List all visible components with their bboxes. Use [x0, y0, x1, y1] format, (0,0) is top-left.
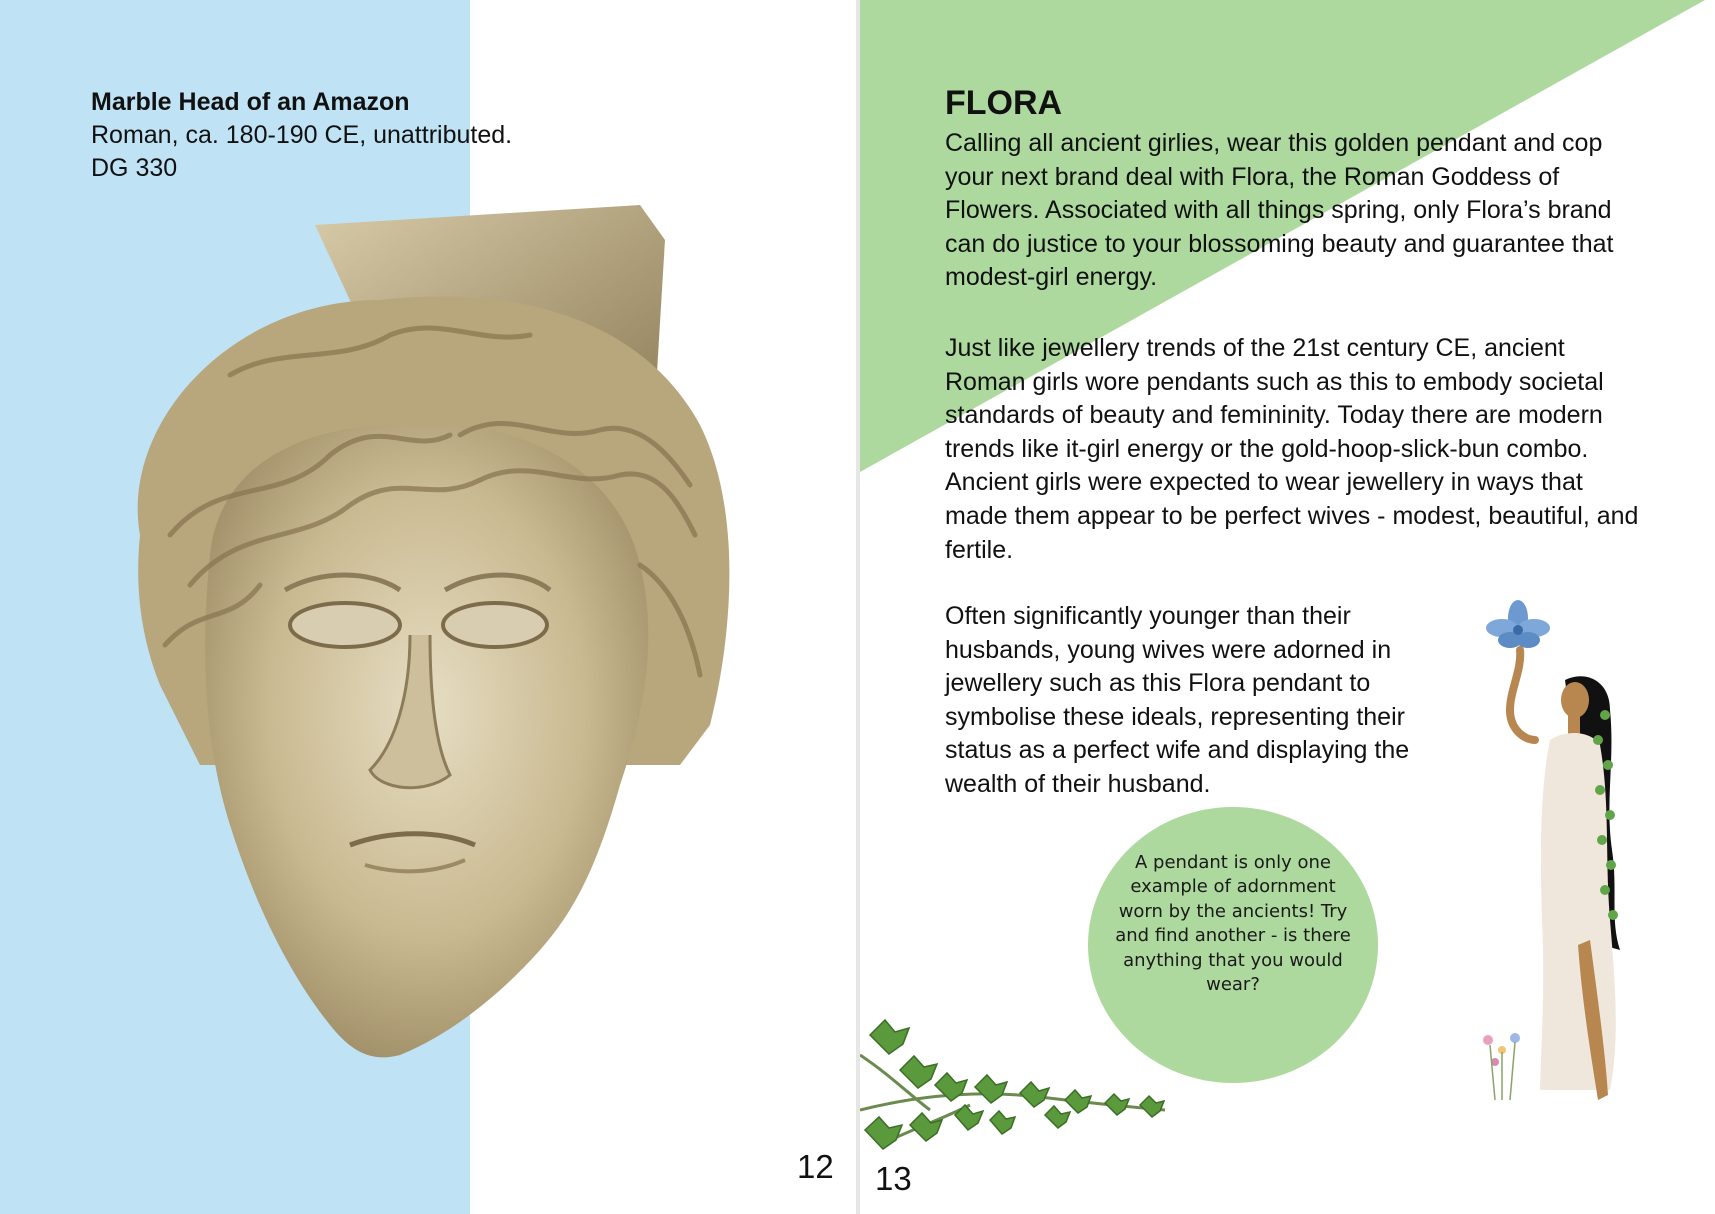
page-heading: FLORA	[945, 84, 1063, 122]
ivy-vine-icon	[860, 1015, 1170, 1165]
artwork-details: Roman, ca. 180-190 CE, unattributed.	[91, 121, 513, 149]
right-page	[860, 0, 1715, 1214]
paragraph-2: Just like jewellery trends of the 21st century CE, ancient Roman girls wore pendants such as this to embody societal standards of beauty and femininity. Today there are modern trends like it-girl energy or the gold-hoop-slick-bun combo. Ancient girls were expected to wear jewellery in ways that made them appear to be perfect wives - modest, beautiful, and fertile.	[945, 334, 1639, 564]
marble-head-image	[80, 205, 815, 1075]
main-text-column	[945, 83, 1645, 295]
left-page	[0, 0, 856, 1214]
page-number: 13	[875, 1160, 912, 1197]
paragraph-3: Often significantly younger than their husbands, young wives were adorned in jewellery such as this Flora pendant to symbolise these ideals, representing their status as a perfect wife and displaying the wealth of their husband.	[945, 602, 1410, 798]
artwork-id: DG 330	[91, 154, 178, 182]
callout-text: A pendant is only one example of adornment worn by the ancients! Try and find another - is there anything that you would wear?	[1115, 851, 1351, 995]
page-number: 12	[797, 1148, 834, 1185]
artwork-title: Marble Head of an Amazon	[91, 88, 410, 116]
woman-with-flower-illustration	[1470, 600, 1645, 1110]
artwork-caption	[91, 86, 512, 185]
paragraph-1: Calling all ancient girlies, wear this golden pendant and cop your next brand deal with Flora, the Roman Goddess of Flowers. Associated with all things spring, only Flora’s brand can do justice to your blossoming beauty and guarantee that modest-girl energy.	[945, 129, 1614, 292]
blue-flower-icon	[1486, 600, 1550, 648]
